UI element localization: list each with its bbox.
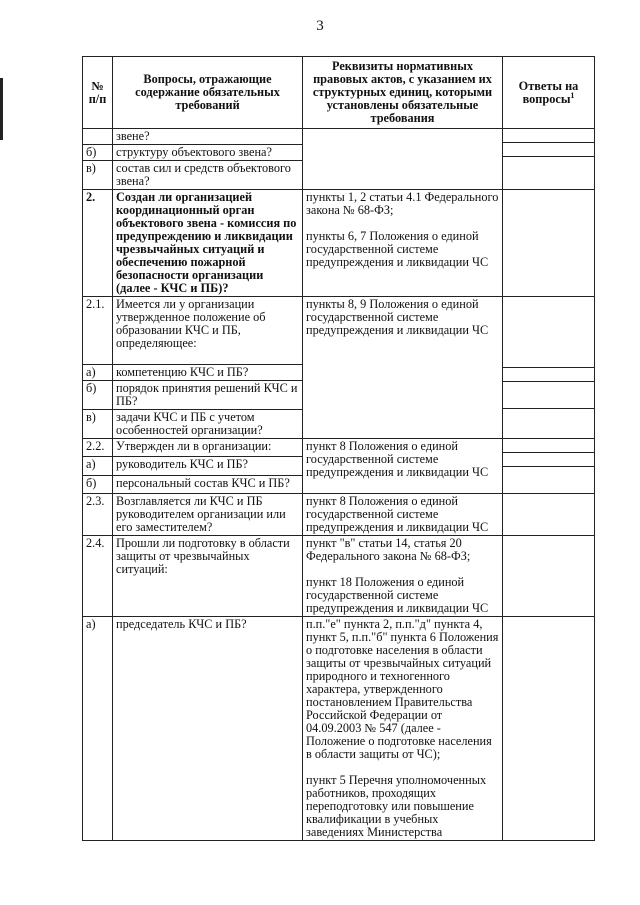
table-row [83,129,595,145]
row-reference [303,439,503,494]
row-reference [303,190,503,297]
row-question: структуру объектового звена? [113,145,303,161]
answer-line[interactable] [503,381,594,408]
row-question: Возглавляется ли КЧС и ПБ руководителем организации или его заместителем? [113,494,303,536]
row-reference [303,494,503,536]
header-num: № п/п [83,57,113,129]
table-row [83,190,595,297]
reference-text: пункты 8, 9 Положения о единой государственной системе предупреждения и ликвидации ЧС [306,297,489,337]
row-num: в) [83,410,113,439]
answer-line[interactable] [503,466,594,493]
answer-line[interactable] [503,367,594,381]
answer-line[interactable] [503,129,594,142]
row-reference [303,536,503,617]
row-num: 2.2. [83,439,113,457]
answer-cell[interactable] [503,494,595,536]
answer-cell[interactable] [503,439,595,494]
row-question: порядок принятия решений КЧС и ПБ? [113,381,303,410]
reference-text: пункт 8 Положения о единой государственной системе предупреждения и ликвидации ЧС [306,439,489,479]
answer-line[interactable] [503,452,594,466]
row-question: Прошли ли подготовку в области защиты от чрезвычайных ситуаций: [113,536,303,617]
footnote-marker: 1 [570,90,575,100]
row-question: персональный состав КЧС и ПБ? [113,475,303,493]
row-num: 2. [83,190,113,297]
row-question: состав сил и средств объектового звена? [113,161,303,190]
answer-cell[interactable] [503,190,595,297]
reference-text: пункт "в" статьи 14, статья 20 Федерального закона № 68-ФЗ; [306,536,471,563]
row-reference [303,617,503,841]
header-reference: Реквизиты нормативных правовых актов, с указанием их структурных единиц, которыми установлены обязательные требования [303,57,503,129]
header-answer [503,57,595,129]
row-question: компетенцию КЧС и ПБ? [113,365,303,381]
row-question: руководитель КЧС и ПБ? [113,457,303,475]
answer-cell[interactable] [503,297,595,439]
row-num: б) [83,381,113,410]
row-question: председатель КЧС и ПБ? [113,617,303,841]
table-row [83,297,595,365]
reference-text: пункт 18 Положения о единой государственной системе предупреждения и ликвидации ЧС [306,575,489,615]
header-answer-text: Ответы на вопросы [518,78,579,106]
answer-line[interactable] [503,142,594,156]
table-row [83,439,595,457]
reference-text: пункт 8 Положения о единой государственной системе предупреждения и ликвидации ЧС [306,494,489,534]
row-num: 2.4. [83,536,113,617]
row-num: а) [83,617,113,841]
row-num: б) [83,145,113,161]
table-row [83,536,595,617]
answer-line[interactable] [503,297,594,367]
row-question: Утвержден ли в организации: [113,439,303,457]
reference-text: пункты 6, 7 Положения о единой государственной системе предупреждения и ликвидации ЧС [306,229,489,269]
answer-line[interactable] [503,439,594,452]
row-num: 2.1. [83,297,113,365]
reference-text: п.п."е" пункта 2, п.п."д" пункта 4, пункт 5, п.п."б" пункта 6 Положения о подготовке населения в области защиты от чрезвычайных ситуаций природного и техногенного характера, утвержденного постановлением Правительства Российской Федерации от 04.09.2003 № 547 (далее - Положение о подготовке населения в области защиты от ЧС); [306,617,499,761]
row-reference [303,129,503,190]
reference-text: пункты 1, 2 статьи 4.1 Федерального закона № 68-ФЗ; [306,190,499,217]
header-question: Вопросы, отражающие содержание обязательных требований [113,57,303,129]
row-num: 2.3. [83,494,113,536]
table-header-row [83,57,595,129]
row-question: задачи КЧС и ПБ с учетом особенностей организации? [113,410,303,439]
answer-line[interactable] [503,156,594,170]
reference-text: пункт 5 Перечня уполномоченных работников, проходящих переподготовку или повышение квалификации в учебных заведениях Министерства [306,773,487,839]
row-question: Создан ли организацией координационный орган объектового звена - комиссия по предупреждению и ликвидации чрезвычайных ситуаций и обеспечению пожарной безопасности организации (далее - КЧС и ПБ)? [113,190,303,297]
row-num: а) [83,365,113,381]
row-num: а) [83,457,113,475]
table-row [83,617,595,841]
row-question: Имеется ли у организации утвержденное положение об образовании КЧС и ПБ, определяющее: [113,297,303,365]
answer-line[interactable] [503,408,594,435]
row-num: б) [83,475,113,493]
answer-cell[interactable] [503,536,595,617]
row-reference [303,297,503,439]
row-num: в) [83,161,113,190]
requirements-table [82,56,595,841]
table-row [83,494,595,536]
row-question: звене? [113,129,303,145]
scan-edge-mark [0,78,3,140]
page-number: 3 [316,18,324,34]
answer-cell[interactable] [503,617,595,841]
row-num [83,129,113,145]
answer-cell[interactable] [503,129,595,190]
